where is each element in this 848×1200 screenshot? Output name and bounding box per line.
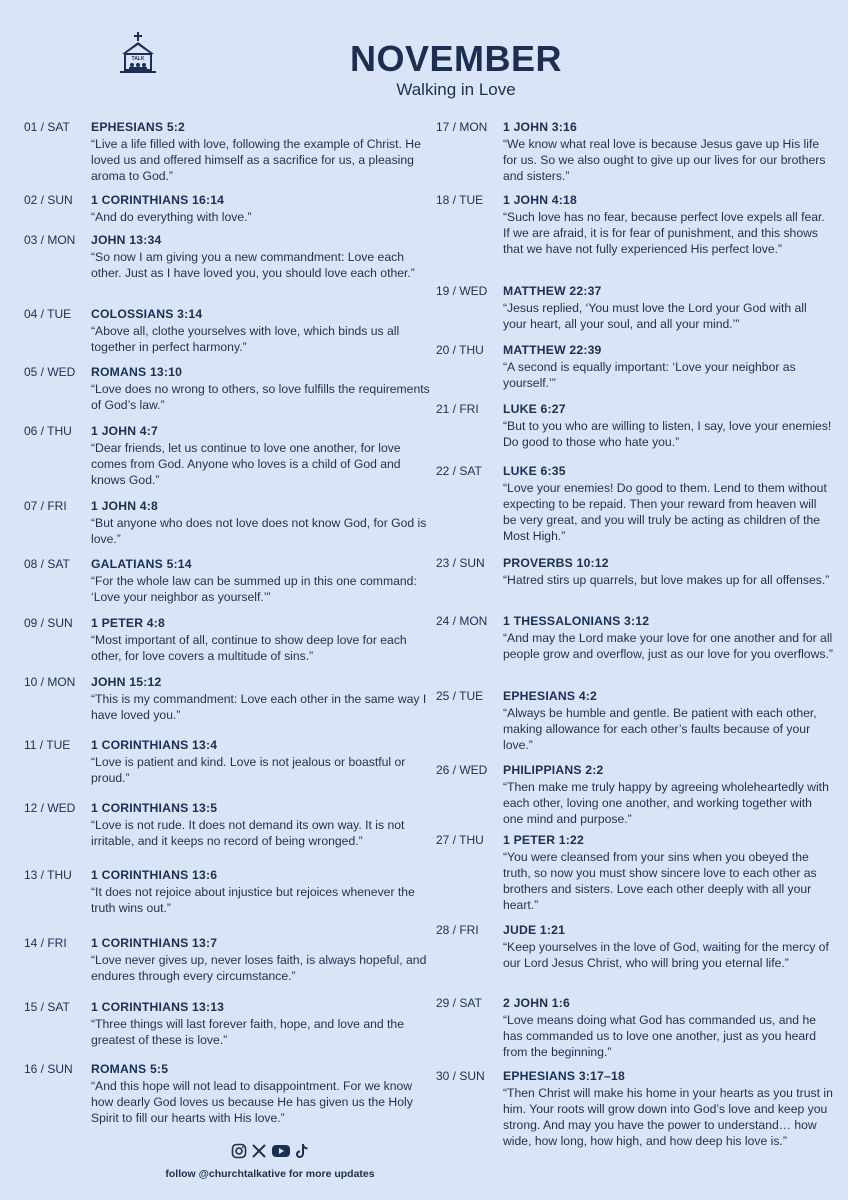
entry-date: 29 / SAT (436, 996, 482, 1010)
entry-verse: “Hatred stirs up quarrels, but love makes up for all offenses.” (503, 573, 830, 587)
entry-reference: PHILIPPIANS 2:2 (503, 763, 604, 777)
entry-reference: MATTHEW 22:37 (503, 284, 602, 298)
entry-reference: PROVERBS 10:12 (503, 556, 609, 570)
entry-reference: LUKE 6:27 (503, 402, 566, 416)
entry-reference: 1 THESSALONIANS 3:12 (503, 614, 650, 628)
entry-verse: “Love never gives up, never loses faith, is always hopeful, and endures through every circumstance.” (91, 953, 427, 983)
entry-verse: “A second is equally important: ‘Love your neighbor as yourself.’” (503, 360, 796, 390)
entry-verse: “Three things will last forever faith, hope, and love and the greatest of these is love.” (91, 1017, 404, 1047)
entry-verse: “But to you who are willing to listen, I say, love your enemies! Do good to those who hate you.” (503, 419, 832, 449)
youtube-icon[interactable] (271, 1143, 291, 1159)
page-header (0, 38, 848, 100)
entry-reference: EPHESIANS 3:17–18 (503, 1069, 625, 1083)
entry-date: 11 / TUE (24, 738, 71, 752)
instagram-icon[interactable] (231, 1143, 247, 1159)
entry-verse: “This is my commandment: Love each other in the same way I have loved you.” (91, 692, 427, 722)
entry-date: 18 / TUE (436, 193, 484, 207)
entry-reference: COLOSSIANS 3:14 (91, 307, 203, 321)
theme-subtitle: Walking in Love (396, 80, 516, 99)
entry-verse: “And this hope will not lead to disappointment. For we know how dearly God loves us because He has given us the Holy Spirit to fill our hearts with His love.” (91, 1079, 413, 1125)
entry-reference: 1 CORINTHIANS 13:6 (91, 868, 218, 882)
entry-date: 19 / WED (436, 284, 488, 298)
entry-date: 06 / THU (24, 424, 72, 438)
entry-reference: GALATIANS 5:14 (91, 557, 192, 571)
entry-verse: “Most important of all, continue to show deep love for each other, for love covers a multitude of sins.” (91, 633, 407, 663)
entry-verse: “Then make me truly happy by agreeing wholeheartedly with each other, loving one another, and working together with one mind and purpose.” (503, 780, 829, 826)
entry-date: 09 / SUN (24, 616, 73, 630)
entry-verse: “And do everything with love.” (91, 210, 252, 224)
entry-date: 16 / SUN (24, 1062, 73, 1076)
entry-date: 25 / TUE (436, 689, 484, 703)
entry-reference: LUKE 6:35 (503, 464, 566, 478)
entry-date: 05 / WED (24, 365, 76, 379)
entry-verse: “Then Christ will make his home in your hearts as you trust in him. Your roots will grow down into God’s love and keep you strong. And may you have the power to understand… how wide, how long, how high, and how deep his love is.” (503, 1086, 833, 1148)
entry-date: 13 / THU (24, 868, 72, 882)
entry-date: 20 / THU (436, 343, 484, 357)
entry-date: 24 / MON (436, 614, 488, 628)
entry-verse: “Keep yourselves in the love of God, waiting for the mercy of our Lord Jesus Christ, who will bring you eternal life.” (503, 940, 829, 970)
entry-date: 10 / MON (24, 675, 76, 689)
entry-verse: “Love your enemies! Do good to them. Lend to them without expecting to be repaid. Then your reward from heaven will be very great, and you will truly be acting as children of the Most High.” (503, 481, 827, 543)
entry-verse: “Always be humble and gentle. Be patient with each other, making allowance for each other’s faults because of your love.” (503, 706, 817, 752)
entry-verse: “But anyone who does not love does not know God, for God is love.” (91, 516, 427, 546)
entry-reference: 1 CORINTHIANS 13:4 (91, 738, 218, 752)
entry-verse: “Dear friends, let us continue to love one another, for love comes from God. Anyone who loves is a child of God and knows God.” (91, 441, 401, 487)
entry-date: 28 / FRI (436, 923, 479, 937)
entry-date: 12 / WED (24, 801, 76, 815)
entry-date: 15 / SAT (24, 1000, 70, 1014)
entry-reference: 2 JOHN 1:6 (503, 996, 571, 1010)
entry-date: 27 / THU (436, 833, 484, 847)
entry-date: 04 / TUE (24, 307, 72, 321)
entry-reference: JOHN 13:34 (91, 233, 162, 247)
entry-verse: “Love is patient and kind. Love is not jealous or boastful or proud.” (91, 755, 406, 785)
entry-reference: ROMANS 5:5 (91, 1062, 169, 1076)
entry-date: 22 / SAT (436, 464, 482, 478)
tiktok-icon[interactable] (295, 1143, 309, 1159)
entry-date: 01 / SAT (24, 120, 70, 134)
social-icons (90, 1142, 450, 1160)
entry-verse: “Love does no wrong to others, so love fulfills the requirements of God’s law.” (91, 382, 430, 412)
entry-date: 03 / MON (24, 233, 76, 247)
entry-verse: “Love is not rude. It does not demand its own way. It is not irritable, and it keeps no record of being wronged.” (91, 818, 405, 848)
entry-reference: 1 PETER 4:8 (91, 616, 165, 630)
footer (90, 1142, 450, 1180)
entry-verse: “And may the Lord make your love for one another and for all people grow and overflow, just as our love for you overflows.” (503, 631, 833, 661)
entry-date: 21 / FRI (436, 402, 479, 416)
entry-verse: “You were cleansed from your sins when you obeyed the truth, so now you must show sincere love to each other as brothers and sisters. Love each other deeply with all your heart.” (503, 850, 817, 912)
entry-verse: “Jesus replied, ‘You must love the Lord your God with all your heart, all your soul, and all your mind.’” (503, 301, 807, 331)
entry-verse: “Love means doing what God has commanded us, and he has commanded us to love one another, just as you heard from the beginning.” (503, 1013, 817, 1059)
entry-date: 02 / SUN (24, 193, 73, 207)
entry-reference: JOHN 15:12 (91, 675, 162, 689)
entry-reference: ROMANS 13:10 (91, 365, 183, 379)
entry-verse: “Above all, clothe yourselves with love, which binds us all together in perfect harmony.” (91, 324, 400, 354)
entry-date: 30 / SUN (436, 1069, 485, 1083)
entry-date: 23 / SUN (436, 556, 485, 570)
entry-date: 08 / SAT (24, 557, 70, 571)
entry-reference: 1 JOHN 3:16 (503, 120, 578, 134)
entry-reference: 1 JOHN 4:7 (91, 424, 159, 438)
logo-text: TALK (131, 56, 145, 62)
entry-verse: “It does not rejoice about injustice but rejoices whenever the truth wins out.” (91, 885, 415, 915)
entry-date: 14 / FRI (24, 936, 67, 950)
entry-verse: “So now I am giving you a new commandment: Love each other. Just as I have loved you, you should love each other.” (91, 250, 415, 280)
entry-reference: 1 CORINTHIANS 13:5 (91, 801, 218, 815)
entry-date: 26 / WED (436, 763, 488, 777)
entry-reference: 1 CORINTHIANS 13:7 (91, 936, 218, 950)
entry-date: 17 / MON (436, 120, 488, 134)
month-title: NOVEMBER (349, 38, 563, 79)
follow-text: follow @churchtalkative for more updates (165, 1168, 375, 1180)
entry-verse: “For the whole law can be summed up in this one command: ‘Love your neighbor as yourself.’” (91, 574, 417, 604)
entry-reference: 1 JOHN 4:8 (91, 499, 159, 513)
entry-reference: MATTHEW 22:39 (503, 343, 602, 357)
entry-reference: 1 CORINTHIANS 16:14 (91, 193, 225, 207)
entry-verse: “Such love has no fear, because perfect love expels all fear. If we are afraid, it is for fear of punishment, and this shows that we have not fully experienced His perfect love.” (503, 210, 825, 256)
entry-reference: 1 PETER 1:22 (503, 833, 584, 847)
entry-verse: “We know what real love is because Jesus gave up His life for us. So we also ought to give up our lives for our brothers and sisters.” (503, 137, 826, 183)
entry-date: 07 / FRI (24, 499, 67, 513)
entry-reference: JUDE 1:21 (503, 923, 566, 937)
entry-reference: EPHESIANS 5:2 (91, 120, 186, 134)
entry-verse: “Live a life filled with love, following the example of Christ. He loved us and offered himself as a sacrifice for us, a pleasing aroma to God.” (91, 137, 421, 183)
entry-reference: 1 CORINTHIANS 13:13 (91, 1000, 225, 1014)
entry-reference: 1 JOHN 4:18 (503, 193, 578, 207)
x-icon[interactable] (251, 1143, 267, 1159)
entry-reference: EPHESIANS 4:2 (503, 689, 598, 703)
